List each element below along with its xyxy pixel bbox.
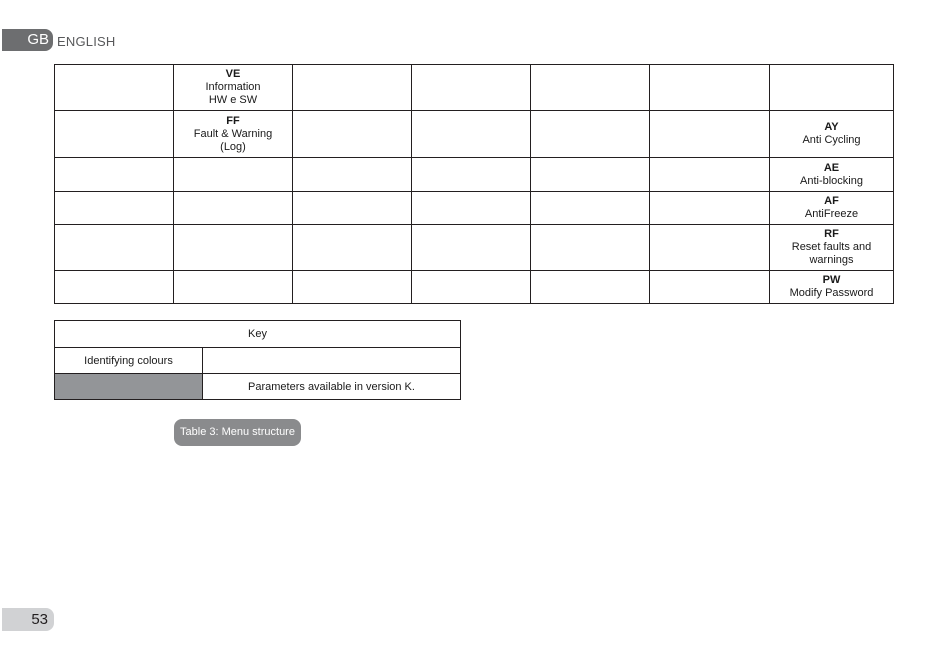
menu-cell [650,225,770,271]
menu-cell [55,158,174,192]
menu-cell [531,158,650,192]
menu-code: AE [823,161,840,174]
menu-cell [770,158,894,192]
page-number: 53 [2,608,54,631]
menu-cell [293,111,412,158]
identifying-colours-value [203,348,461,374]
menu-cell [174,271,293,304]
menu-cell [770,225,894,271]
menu-cell [293,65,412,111]
menu-description: Anti Cycling [802,134,861,146]
menu-cell [412,271,531,304]
key-header-row [55,321,461,348]
menu-cell [412,158,531,192]
menu-cell [55,271,174,304]
menu-cell [412,65,531,111]
menu-cell [650,158,770,192]
menu-cell [293,192,412,225]
menu-cell [412,192,531,225]
menu-description: (Log) [220,140,246,153]
menu-row [55,158,894,192]
menu-cell [770,65,894,111]
menu-cell [55,65,174,111]
menu-code: AY [824,121,839,133]
menu-cell [55,192,174,225]
menu-cell [293,158,412,192]
menu-cell [174,158,293,192]
menu-cell [174,192,293,225]
menu-row [55,111,894,158]
menu-code: PW [822,274,841,286]
menu-cell [412,111,531,158]
menu-description: AntiFreeze [804,208,859,220]
menu-row [55,271,894,304]
language-code-badge: GB [2,29,53,51]
menu-cell [55,225,174,271]
menu-cell [650,111,770,158]
language-label: ENGLISH [57,34,116,49]
menu-cell [531,271,650,304]
menu-structure-table [54,64,894,304]
menu-cell [293,225,412,271]
key-row [55,348,461,374]
menu-description: Fault & Warning [193,127,273,140]
menu-cell [650,271,770,304]
menu-cell [531,111,650,158]
key-table [54,320,461,400]
menu-cell [770,271,894,304]
menu-cell [293,271,412,304]
menu-row [55,65,894,111]
menu-row [55,225,894,271]
key-title: Key [55,321,461,348]
menu-cell [55,111,174,158]
menu-description: Anti-blocking [800,174,863,187]
menu-cell [770,111,894,158]
menu-cell [531,192,650,225]
menu-cell [650,65,770,111]
menu-cell [412,225,531,271]
menu-cell [174,225,293,271]
menu-cell [770,192,894,225]
menu-code: AF [824,195,839,207]
menu-code: FF [226,114,240,127]
menu-description: HW e SW [208,94,258,106]
menu-description: Information [205,81,261,93]
identifying-colours-label: Identifying colours [55,348,203,374]
grey-swatch-meaning: Parameters available in version K. [203,374,461,400]
menu-cell [531,225,650,271]
menu-description: Reset faults and [791,241,872,253]
menu-cell [174,65,293,111]
menu-row [55,192,894,225]
menu-cell [174,111,293,158]
menu-description: warnings [809,254,854,266]
menu-code: VE [225,68,241,80]
menu-cell [531,65,650,111]
menu-code: RF [824,228,839,240]
table-caption: Table 3: Menu structure [174,419,301,446]
grey-colour-swatch [55,374,203,400]
menu-description: Modify Password [789,287,874,299]
menu-cell [650,192,770,225]
key-row [55,374,461,400]
